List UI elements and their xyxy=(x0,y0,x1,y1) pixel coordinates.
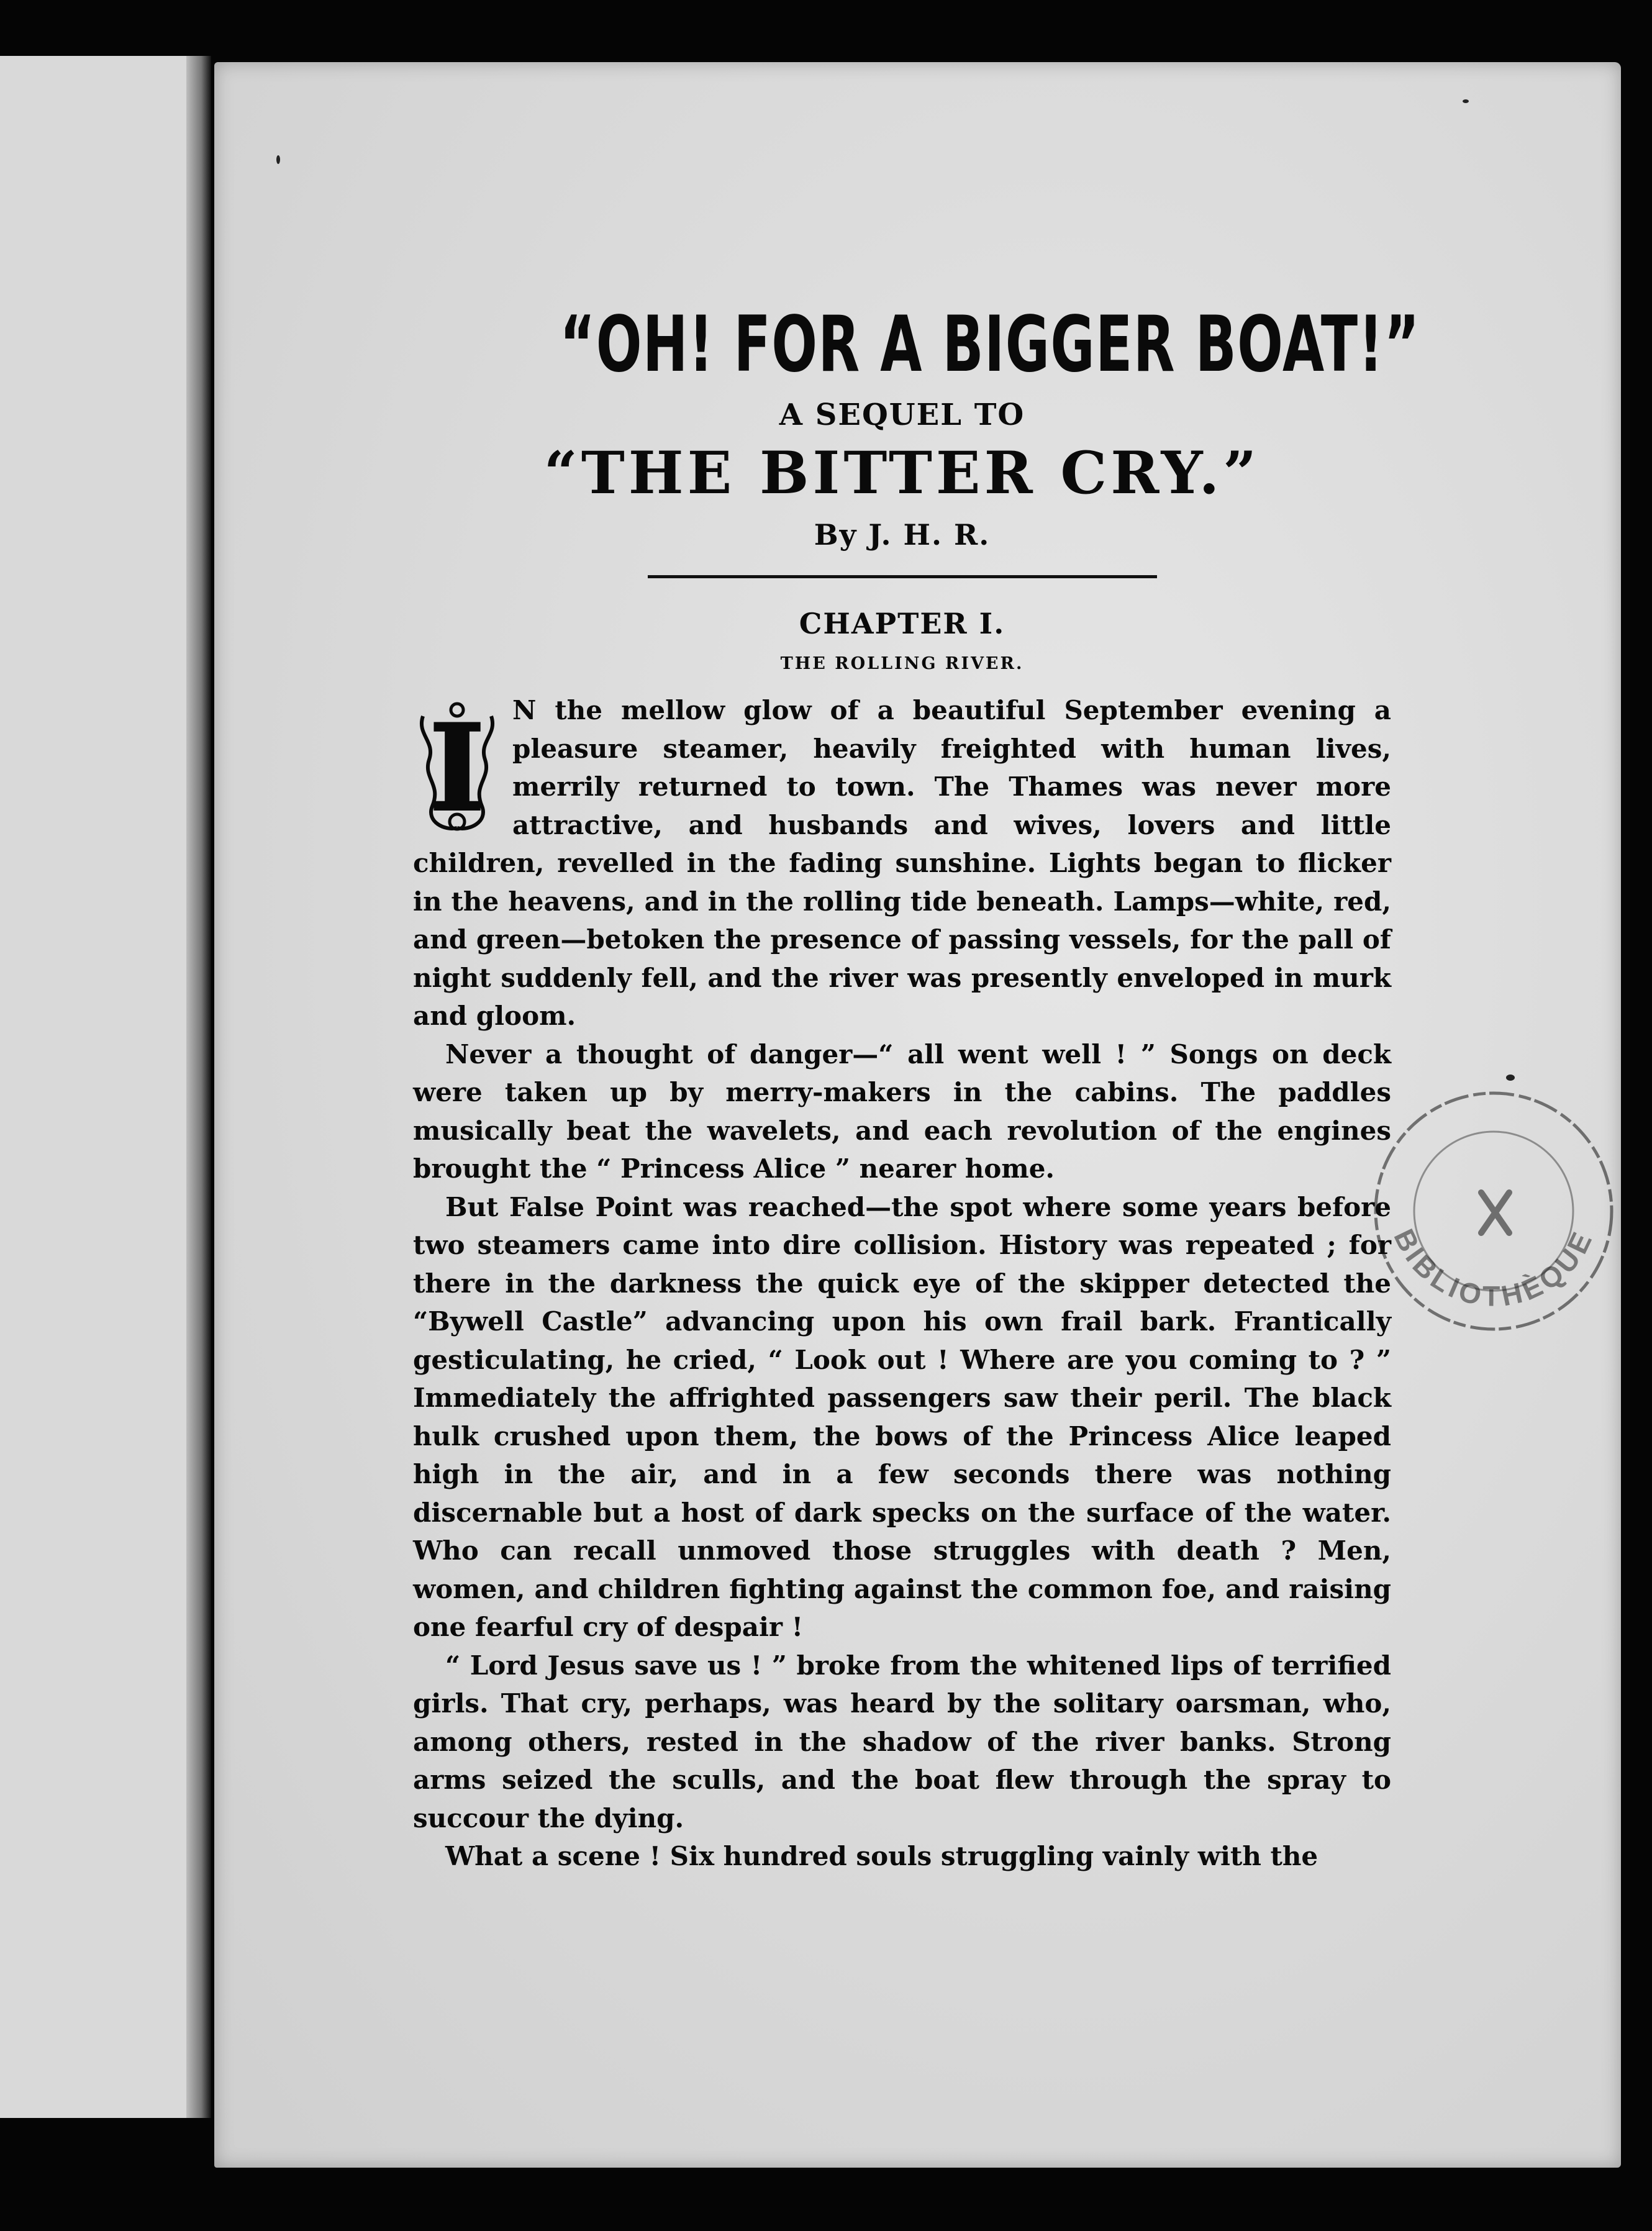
paragraph: Never a thought of danger—“ all went well ! ” Songs on deck were taken up by merry-makers in the cabins. The paddles musically beat the wavelets, and each revolution of the engines brought the “ Princess Alice ” nearer home. xyxy=(413,1038,1391,1184)
left-page-edge xyxy=(0,56,201,2118)
subtitle: A SEQUEL TO xyxy=(779,398,1025,432)
paragraph: What a scene ! Six hundred souls struggling vainly with the xyxy=(445,1841,1318,1871)
body-text xyxy=(413,691,1391,1876)
ink-speck xyxy=(1463,99,1469,103)
chapter-heading: CHAPTER I. xyxy=(799,607,1005,640)
chapter-subtitle: THE ROLLING RIVER. xyxy=(780,654,1024,673)
ink-speck xyxy=(276,155,280,164)
library-stamp xyxy=(1357,1075,1630,1348)
stamp-text: BIBLIOTHÈQUE xyxy=(1387,1224,1600,1312)
page-title: “OH! FOR A BIGGER BOAT!” xyxy=(560,300,1420,389)
book-gutter xyxy=(186,56,211,2118)
drop-cap xyxy=(411,697,504,839)
drop-cap-letter: I xyxy=(429,699,485,838)
page-content xyxy=(413,298,1420,1876)
sequel-title: “THE BITTER CRY.” xyxy=(543,439,1261,507)
paragraph: But False Point was reached—the spot where some years before two steamers came into dire collision. History was repeated ; for there in the darkness the quick eye of the skipper detected the “Bywell Castle” advancing upon his own frail bark. Frantically gesticulating, he cried, “ Look out ! Where are you coming to ? ” Immediately the affrighted passengers saw their peril. The black hulk crushed upon them, the bows of the Princess Alice leaped high in the air, and in a few seconds there was nothing discernable but a host of dark specks on the surface of the water. Who can recall unmoved those struggles with death ? Men, women, and children fighting against the common foe, and raising one fearful cry of despair ! xyxy=(413,1191,1391,1642)
divider xyxy=(648,575,1157,578)
paragraph: N the mellow glow of a beautiful September evening a pleasure steamer, heavily freighted with human lives, merrily returned to town. The Thames was never more attractive, and husbands and wives, lovers and little children, revelled in the fading sunshine. Lights began to flicker in the heavens, and in the rolling tide beneath. Lamps—white, red, and green—betoken the presence of passing vessels, for the pall of night suddenly fell, and the river was presently enveloped in murk and gloom. xyxy=(413,695,1391,1031)
paragraph: “ Lord Jesus save us ! ” broke from the whitened lips of terrified girls. That cry, perhaps, was heard by the solitary oarsman, who, among others, rested in the shadow of the river banks. Strong arms seized the sculls, and the boat flew through the spray to succour the dying. xyxy=(413,1650,1391,1833)
byline: By J. H. R. xyxy=(814,518,991,552)
